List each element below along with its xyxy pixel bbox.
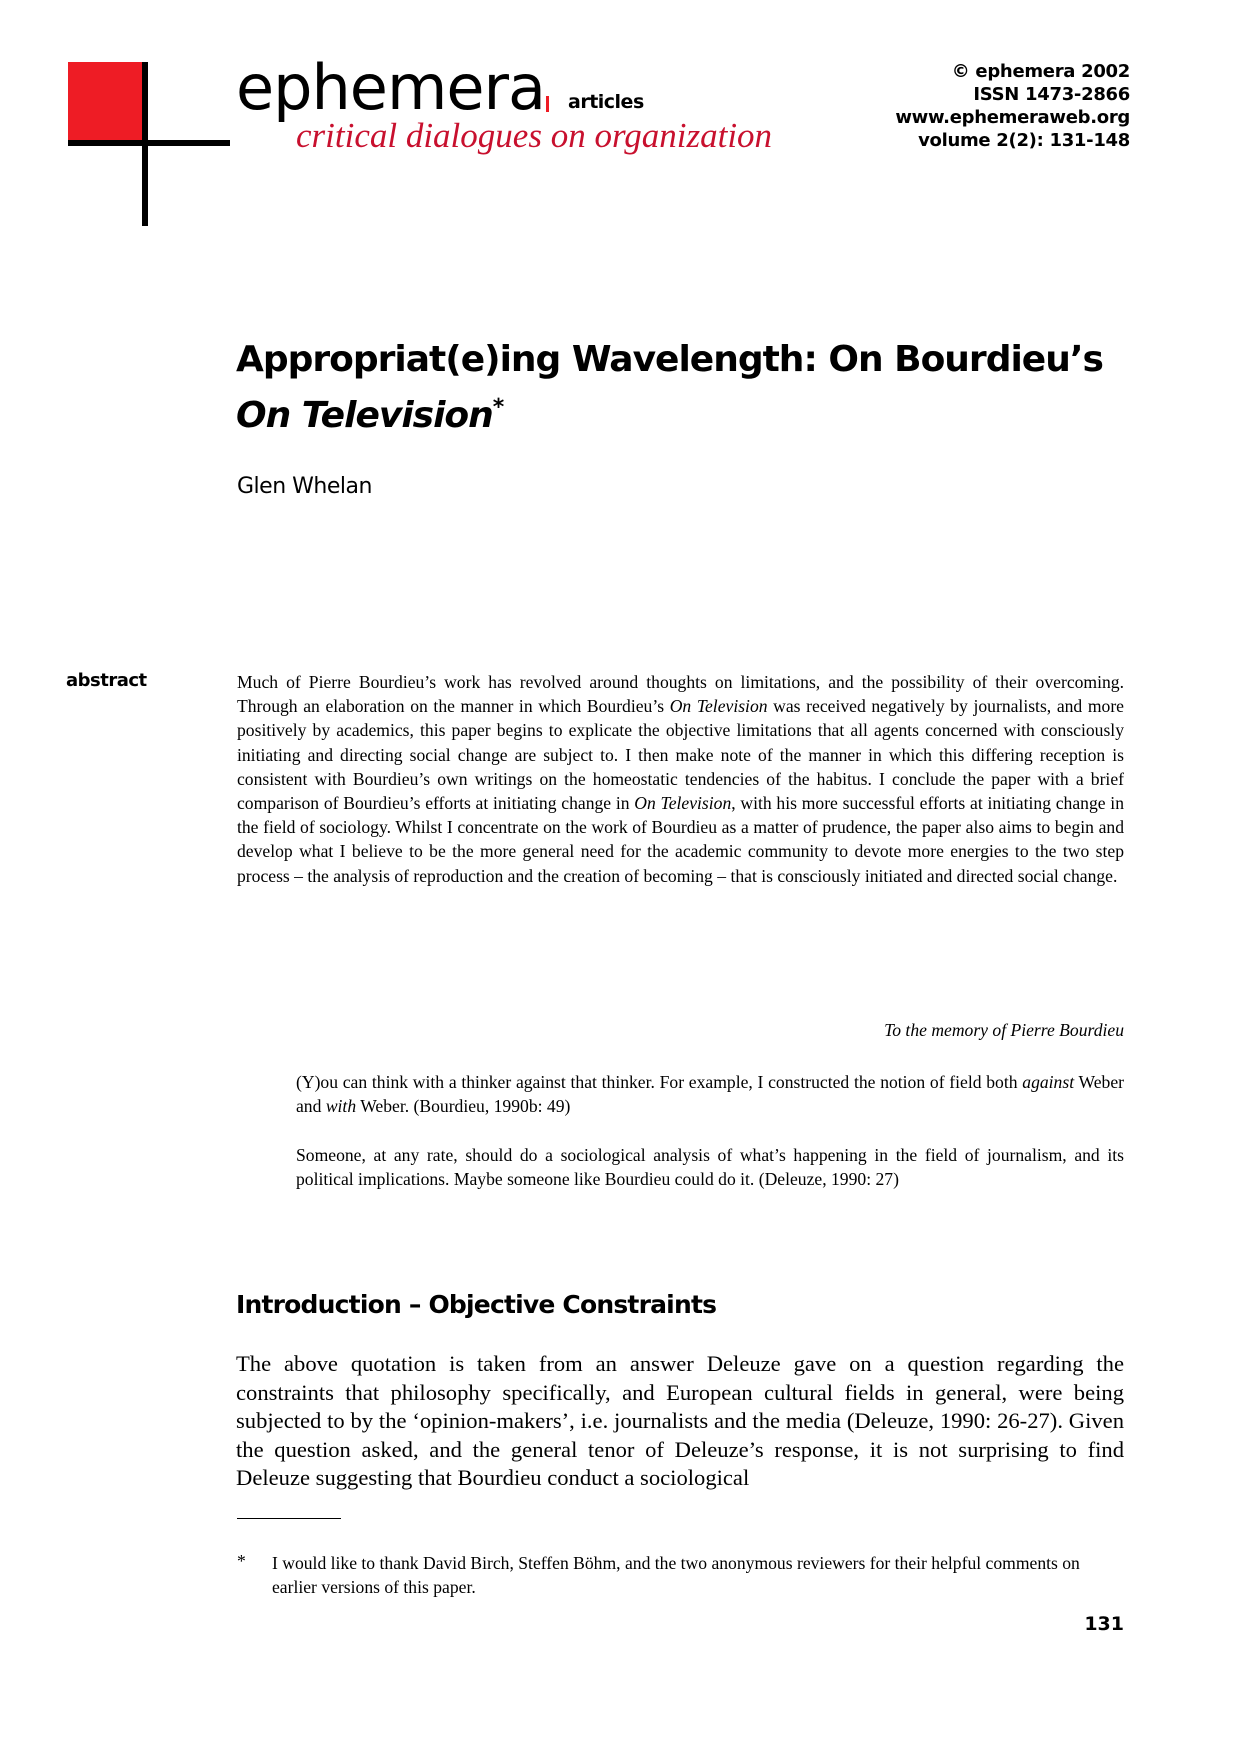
abstract-part: , with his more successful efforts at initiating change in the field of sociology. Whilst I concentrate on the work of Bourdieu as a matter of prudence, the paper also aims to begin and develop what I believe to be the more general need for the academic community to devote more energies to the two step process – the analysis of reproduction and the creation of becoming – that is consciously initiated and directed social change.: [237, 793, 1124, 886]
footnote-text: I would like to thank David Birch, Steffen Böhm, and the two anonymous reviewers for their helpful comments on earlier versions of this paper.: [272, 1553, 1080, 1598]
brand-separator: [546, 96, 549, 112]
journal-brand: ephemera: [236, 51, 545, 124]
abstract-part: Much of Pierre Bourdieu’s work has revolved around thoughts on limitations, and the possibility of their overcoming. Through an elaboration on the manner in which Bourdieu’s: [237, 672, 1124, 717]
quote-part: Weber and: [296, 1072, 1124, 1117]
quote-part: Weber. (Bourdieu, 1990b: 49): [356, 1096, 571, 1117]
journal-tagline: critical dialogues on organization: [296, 116, 773, 155]
article-title: [236, 336, 1116, 440]
abstract-part: was received negatively by journalists, and more positively by academics, this paper begins to explicate the objective limitations that all agents concerned with consciously initiating and directing social change are subject to. I then make note of the manner in which this differing reception is consistent with Bourdieu’s own writings on the homeostatic tendencies of the habitus. I conclude the paper with a brief comparison of Bourdieu’s efforts at initiating change in: [237, 696, 1124, 814]
abstract-label: abstract: [66, 670, 147, 691]
epigraph-bourdieu: [296, 1070, 1124, 1118]
quote-italic: against: [1022, 1072, 1075, 1092]
epigraph-deleuze: Someone, at any rate, should do a sociological analysis of what’s happening in the field of journalism, and its political implications. Maybe someone like Bourdieu could do it. (Deleuze, 1990: 27): [296, 1145, 1124, 1190]
abstract-italic: On Television: [669, 696, 768, 717]
footnote-divider: [237, 1518, 341, 1519]
abstract-italic: On Television: [634, 793, 732, 814]
section-label: articles: [568, 91, 644, 113]
title-line-2: On Television: [236, 395, 493, 436]
page-number: 131: [1084, 1613, 1124, 1635]
title-line-1: Appropriat(e)ing Wavelength: On Bourdieu’s: [236, 339, 1103, 380]
copyright: © ephemera 2002: [951, 61, 1130, 82]
quote-part: (Y)ou can think with a thinker against that thinker. For example, I constructed the notion of field both: [296, 1072, 1023, 1092]
masthead-info: [895, 60, 1130, 152]
quote-italic: with: [325, 1096, 357, 1117]
volume-info: volume 2(2): 131-148: [918, 130, 1130, 151]
logo-red-square: [68, 62, 146, 140]
dedication: To the memory of Pierre Bourdieu: [884, 1020, 1124, 1040]
footnote-mark: *: [237, 1551, 246, 1571]
section-heading: Introduction – Objective Constraints: [236, 1290, 717, 1319]
title-footnote-mark[interactable]: *: [492, 395, 504, 420]
body-paragraph: The above quotation is taken from an answer Deleuze gave on a question regarding the constraints that philosophy specifically, and European cultural fields in general, were being subjected to by the ‘opinion-makers’, i.e. journalists and the media (Deleuze, 1990: 26-27). Given the question asked, and the general tenor of Deleuze’s response, it is not surprising to find Deleuze suggesting that Bourdieu conduct a sociological: [236, 1351, 1124, 1491]
website-link[interactable]: www.ephemeraweb.org: [895, 107, 1130, 128]
author-name: Glen Whelan: [237, 474, 372, 499]
logo-vertical-bar: [142, 62, 148, 226]
issn: ISSN 1473-2866: [973, 84, 1130, 105]
logo-horizontal-bar: [68, 140, 230, 146]
abstract-text: [237, 670, 1124, 888]
